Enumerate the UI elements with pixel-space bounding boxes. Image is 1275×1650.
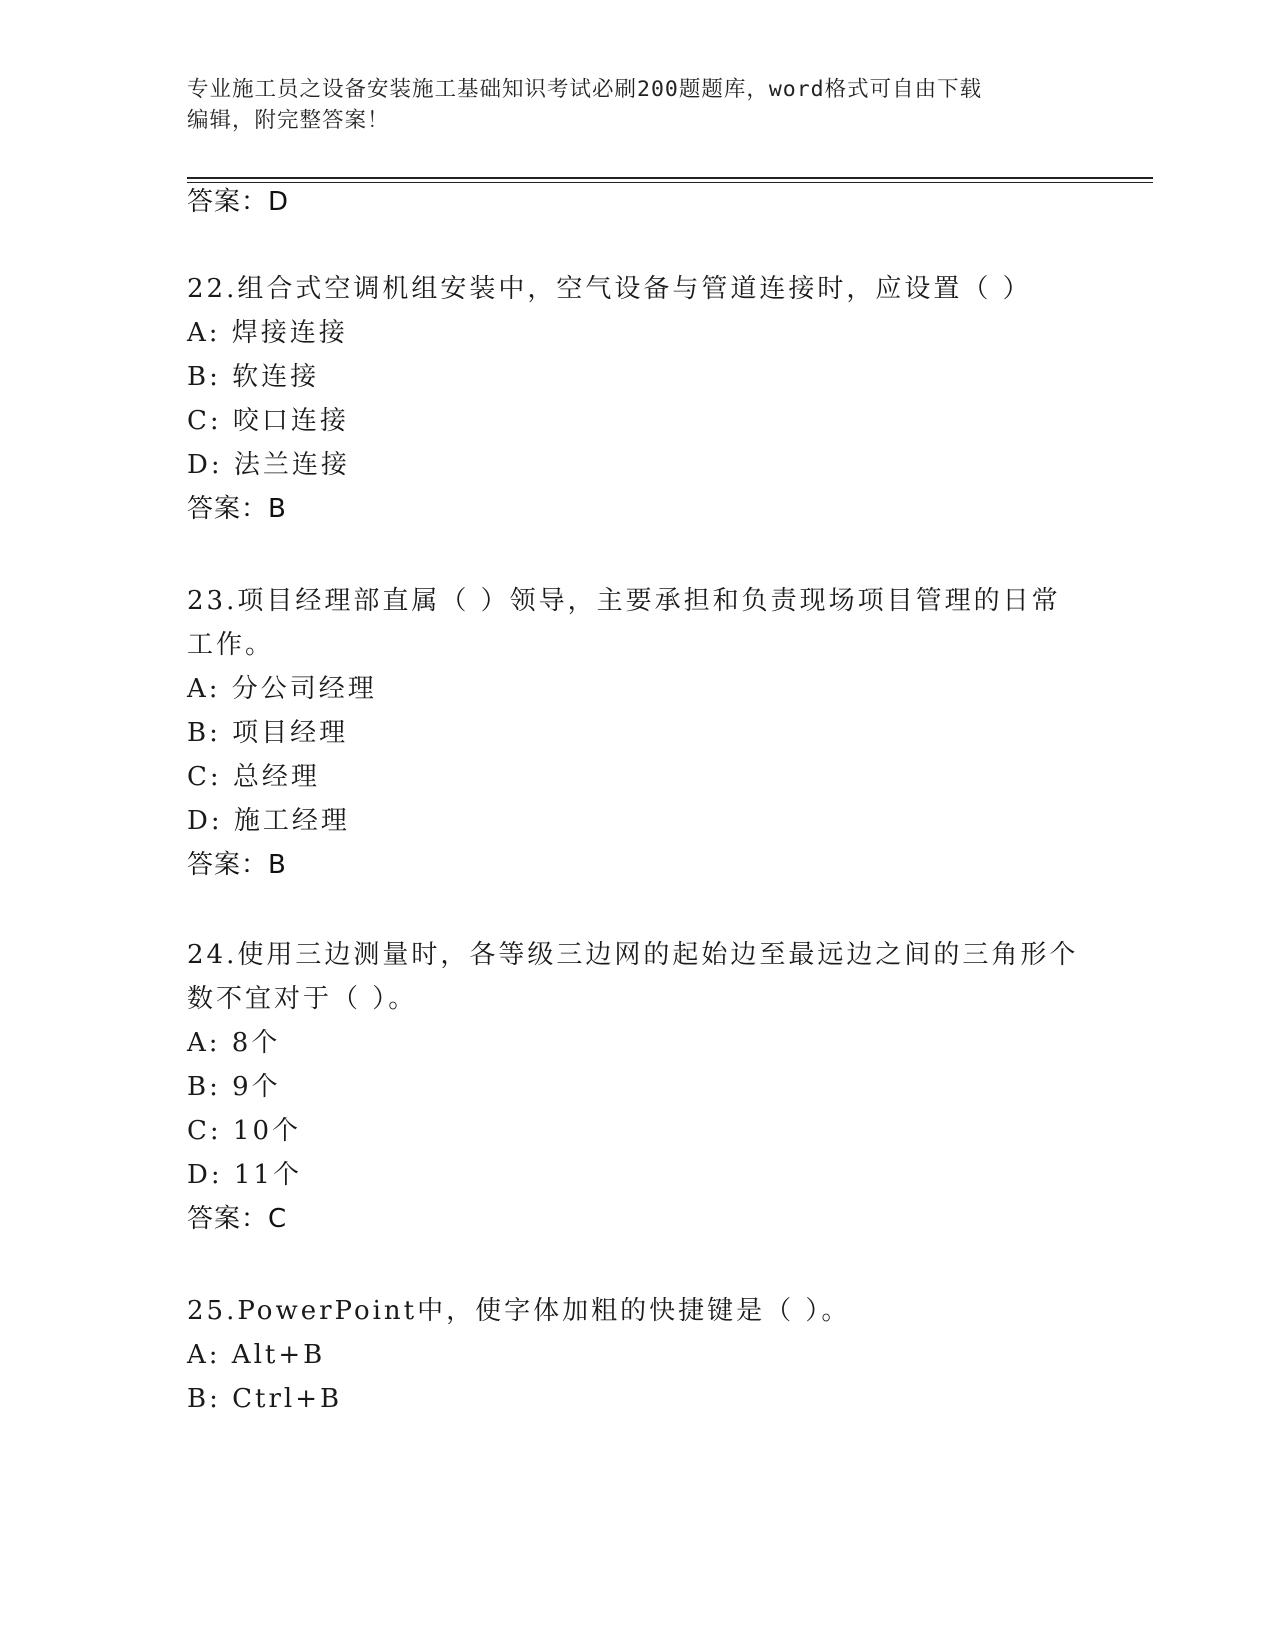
- question-23-stem: 23.项目经理部直属（ ）领导，主要承担和负责现场项目管理的日常: [187, 586, 1061, 616]
- question-22-option-a: A: 焊接连接: [187, 318, 348, 348]
- question-24-answer: 答案：C: [187, 1204, 288, 1234]
- header-title-line1: 专业施工员之设备安装施工基础知识考试必刷200题题库，word格式可自由下载: [187, 77, 983, 102]
- question-25-option-a: A: Alt+B: [187, 1340, 326, 1370]
- question-22-option-c: C: 咬口连接: [187, 406, 349, 436]
- previous-answer: 答案：D: [187, 187, 290, 217]
- question-22-option-d: D: 法兰连接: [187, 450, 350, 480]
- question-23-answer: 答案：B: [187, 850, 287, 880]
- header-title-line2: 编辑，附完整答案！: [187, 108, 390, 133]
- header-divider: [187, 177, 1153, 179]
- question-24-option-b: B: 9个: [187, 1072, 281, 1102]
- question-25-stem: 25.PowerPoint中，使字体加粗的快捷键是（ ）。: [187, 1296, 851, 1326]
- question-22-answer: 答案：B: [187, 494, 287, 524]
- question-23-option-c: C: 总经理: [187, 762, 320, 792]
- question-24-stem: 24.使用三边测量时，各等级三边网的起始边至最远边之间的三角形个: [187, 940, 1079, 970]
- question-24-option-a: A: 8个: [187, 1028, 281, 1058]
- header-divider-thin: [187, 182, 1153, 183]
- question-24-stem-continued: 数不宜对于（ ）。: [187, 984, 418, 1014]
- question-24-option-d: D: 11个: [187, 1160, 302, 1190]
- question-23-stem-continued: 工作。: [187, 630, 275, 660]
- question-23-option-d: D: 施工经理: [187, 806, 350, 836]
- document-header: [187, 74, 1067, 136]
- question-25-option-b: B: Ctrl+B: [187, 1384, 343, 1414]
- question-24-option-c: C: 10个: [187, 1116, 302, 1146]
- question-22-stem: 22.组合式空调机组安装中，空气设备与管道连接时，应设置（ ）: [187, 274, 1032, 304]
- question-23-option-b: B: 项目经理: [187, 718, 349, 748]
- question-23-option-a: A: 分公司经理: [187, 674, 377, 704]
- question-22-option-b: B: 软连接: [187, 362, 320, 392]
